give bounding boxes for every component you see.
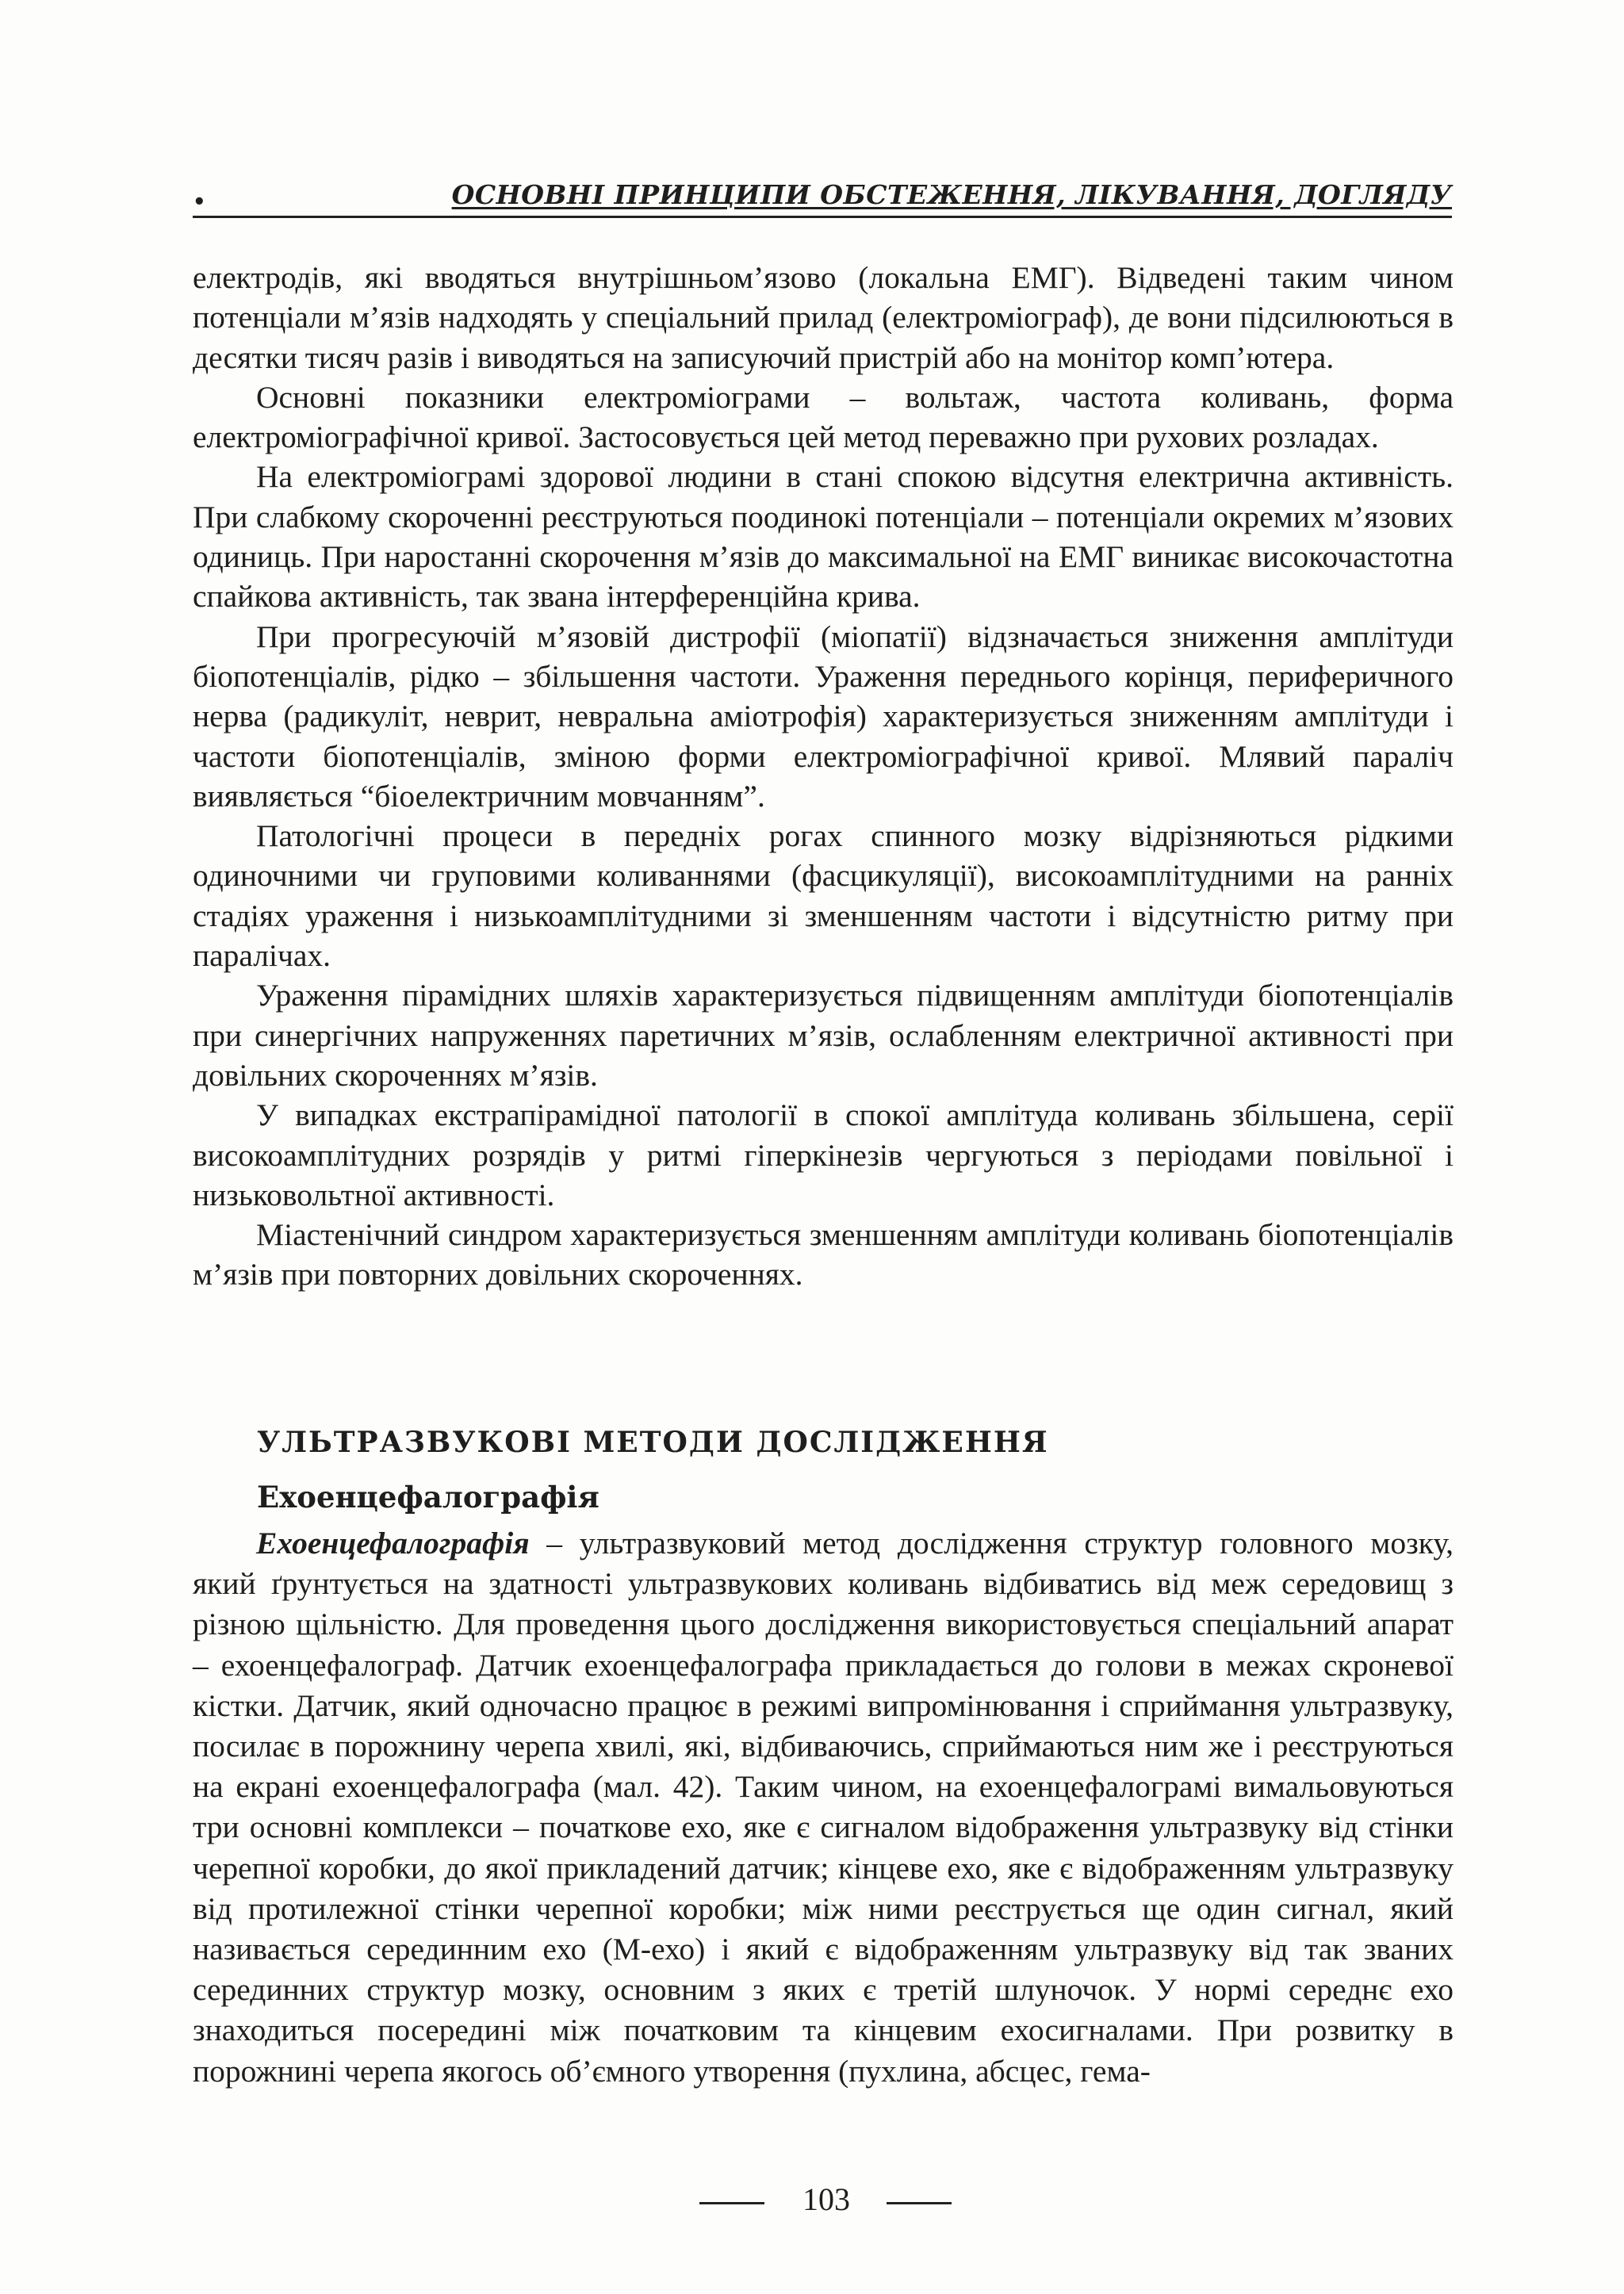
echo-text-block [193,1523,1454,2092]
paragraph-emg-indicators: Основні показники електроміограми – вольтаж, частота коливань, форма електроміографічної кривої. Застосовується цей метод переважно при рухових розладах. [193,379,1454,455]
paragraph-echo-body: – ультразвуковий метод дослідження структур головного мозку, який ґрунтується на здатності ультразвукових коливань відбиватись від меж середовищ з різною щільністю. Для проведення цього дослідження використовується спеціальний апарат – ехоенцефалограф. Датчик ехоенцефалографа прикладається до голови в межах скроневої кістки. Датчик, який одночасно працює в режимі випромінювання і сприймання ультразвуку, посилає в порожнину черепа хвилі, які, відбиваючись, сприймаються ним же і реєструються на екрані ехоенцефалографа (мал. 42). Таким чином, на ехоенцефалограмі вимальовуються три основні комплекси – початкове ехо, яке є сигналом відображення ультразвуку від стінки черепної коробки, до якої прикладений датчик; кінцеве ехо, яке є відображенням ультразвуку від протилежної стінки черепної коробки; між ними реєструється ще один сигнал, який називається серединним ехо (М-ехо) і який є відображенням ультразвуку від так званих серединних структур мозку, основним з яких є третій шлуночок. У нормі середнє ехо знаходиться посередині між початковим та кінцевим ехосигналами. При розвитку в порожнині черепа якогось об’ємного утворення (пухлина, абсцес, гема- [193,1526,1454,2089]
footer-rule-left [699,2202,764,2204]
paragraph-pyramidal: Ураження пірамідних шляхів характеризується підвищенням амплітуди біопотенціалів при синергічних напруженнях паретичних м’язів, ослабленням електричної активності при довільних скороченнях м’язів. [193,978,1454,1093]
paragraph-anterior-horns: Патологічні процеси в передніх рогах спинного мозку відрізняються рідкими одиночними чи груповими коливаннями (фасцикуляції), високоамплітудними на ранніх стадіях ураження і низькоамплітудними зі зменшенням частоти і відсутністю ритму при паралічах. [193,818,1454,974]
footer-rule-right [887,2202,952,2204]
paragraph-healthy-emg: На електроміограмі здорової людини в стані спокою відсутня електрична активність. При слабкому скороченні реєструються поодинокі потенціали – потенціали окремих м’язових одиниць. При наростанні скорочення м’язів до максимальної на ЕМГ виникає високочастотна спайкова активність, так звана інтерференційна крива. [193,459,1454,615]
emg-text-block [193,258,1454,1295]
term-echoencephalography: Ехоенцефалографія [256,1526,530,1561]
page-footer [0,2181,1624,2228]
paragraph-echoencephalography [193,1523,1454,2092]
running-header-title: ОСНОВНІ ПРИНЦИПИ ОБСТЕЖЕННЯ, ЛІКУВАННЯ, ДОГЛЯДУ [451,179,1452,210]
header-bullet: • [193,190,206,214]
page-number: 103 [802,2181,850,2217]
paragraph-continuation: електродів, які вводяться внутрішньом’язово (локальна ЕМГ). Відведені таким чином потенціали м’язів надходять у спеціальний прилад (електроміограф), де вони підсилюються в десятки тисяч разів і виводяться на записуючий пристрій або на монітор комп’ютера. [193,260,1454,375]
running-header [193,176,1452,218]
paragraph-muscular-dystrophy: При прогресуючій м’язовій дистрофії (міопатії) відзначається зниження амплітуди біопотенціалів, рідко – збільшення частоти. Ураження переднього корінця, периферичного нерва (радикуліт, неврит, невральна аміотрофія) характеризується зниженням амплітуди і частоти біопотенціалів, зміною форми електроміографічної кривої. Млявий параліч виявляється “біоелектричним мовчанням”. [193,618,1454,814]
paragraph-extrapyramidal: У випадках екстрапірамідної патології в спокої амплітуда коливань збільшена, серії високоамплітудних розрядів у ритмі гіперкінезів чергуються з періодами повільної і низьковольтної активності. [193,1097,1454,1212]
subsection-title: Ехоенцефалографія [257,1480,599,1515]
paragraph-myasthenic: Міастенічний синдром характеризується зменшенням амплітуди коливань біопотенціалів м’язів при повторних довільних скороченнях. [193,1217,1454,1293]
section-title: УЛЬТРАЗВУКОВІ МЕТОДИ ДОСЛІДЖЕННЯ [257,1426,1049,1459]
